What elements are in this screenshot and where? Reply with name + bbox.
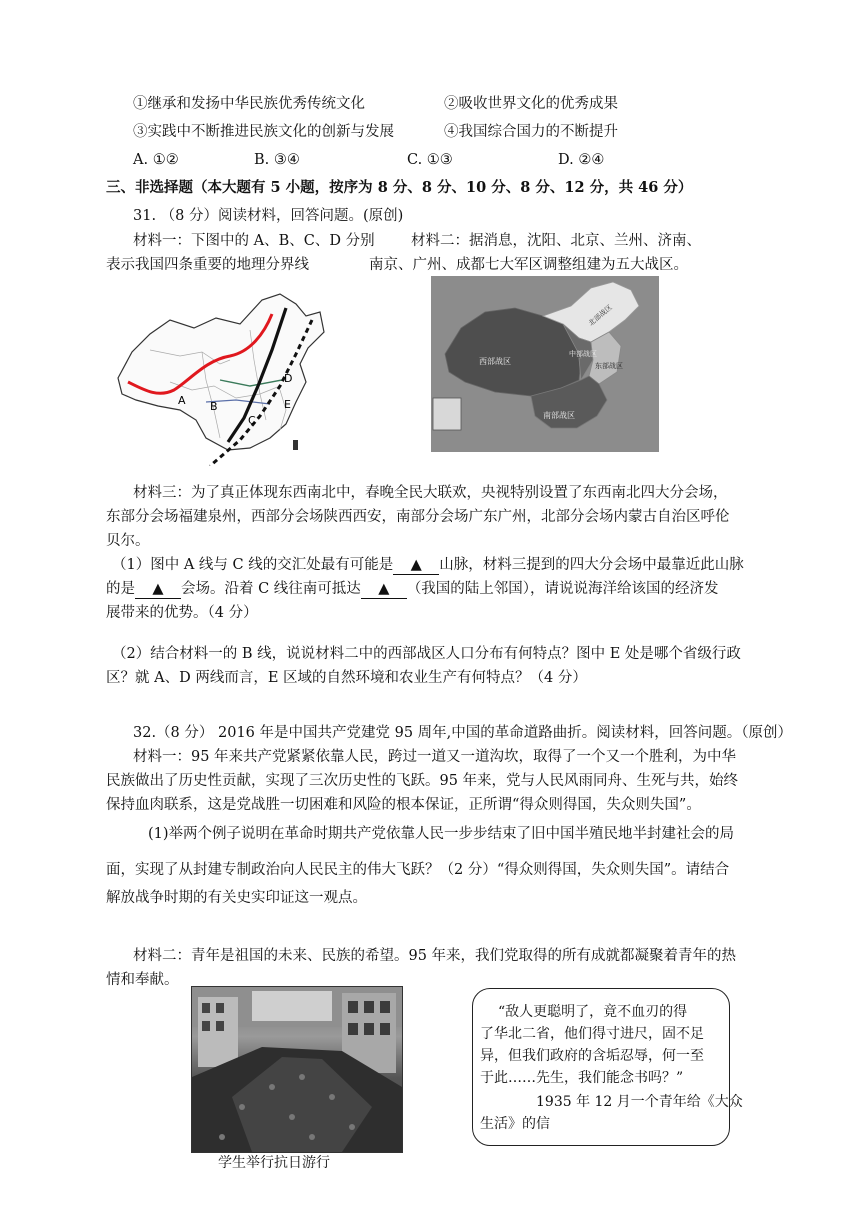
war-zone-map — [431, 276, 659, 452]
zone-label-east: 东部战区 — [595, 362, 623, 370]
map-label-a: A — [178, 394, 186, 407]
map-label-b: B — [210, 400, 218, 413]
letter-line-1: “敌人更聪明了，竟不血刃的得 — [498, 1004, 688, 1020]
q31-sub1-line2 — [106, 579, 719, 599]
q31-material1-line2: 表示我国四条重要的地理分界线 — [106, 257, 309, 273]
choice-a: A. ①② — [133, 152, 179, 168]
q32-sub1-line3: 解放战争时期的有关史实印证这一观点。 — [106, 890, 367, 906]
q32-material2-line2: 情和奉献。 — [106, 972, 179, 988]
zone-label-north: 北部战区 — [587, 303, 614, 328]
q31-material2-line2: 南京、广州、成都七大军区调整组建为五大战区。 — [369, 257, 688, 273]
map-label-e: E — [284, 398, 291, 411]
map-label-c: C — [248, 414, 256, 427]
zone-label-west: 西部战区 — [479, 357, 511, 366]
q32-sub1-line2: 面，实现了从封建专制政治向人民民主的伟大飞跃？（2 分）“得众则得国，失众则失国”。请结合 — [106, 862, 730, 878]
q32-material2-line1: 材料二：青年是祖国的未来、民族的希望。95 年来，我们党取得的所有成就都凝聚着青年的热 — [133, 948, 737, 964]
q31-sub1-text-b: 山脉，材料三提到的四大分会场中最靠近此山脉 — [439, 557, 744, 573]
letter-line-2: 了华北二省，他们得寸进尺，固不足 — [480, 1026, 704, 1042]
choice-b: B. ③④ — [254, 152, 300, 168]
q31-material2-line1: 材料二：据消息，沈阳、北京、兰州、济南、 — [411, 233, 701, 249]
letter-line-5: 1935 年 12 月一个青年给《大众 — [536, 1094, 743, 1110]
choice-d: D. ②④ — [558, 152, 605, 168]
q31-material1-line1: 材料一：下图中的 A、B、C、D 分别 — [133, 233, 375, 249]
q32-material1-line3: 保持血肉联系，这是党战胜一切困难和风险的根本保证，正所谓“得众则得国，失众则失国”。 — [106, 797, 701, 813]
q31-sub2-line2: 区？就 A、D 两线而言，E 区域的自然环境和农业生产有何特点？（4 分） — [106, 670, 587, 686]
q31-sub2-line1: （2）结合材料一的 B 线，说说材料二中的西部战区人口分布有何特点？图中 E 处是哪个省级行政 — [112, 646, 741, 662]
option-item-1: ①继承和发扬中华民族优秀传统文化 — [133, 96, 365, 112]
q31-sub1-line1 — [112, 555, 744, 575]
protest-photo — [191, 986, 403, 1153]
q31-sub1-text-e: （我国的陆上邻国），请说说海洋给该国的经济发 — [406, 581, 719, 597]
option-item-4: ④我国综合国力的不断提升 — [444, 124, 618, 140]
letter-line-4: 于此……先生，我们能念书吗？” — [480, 1070, 684, 1086]
q32-material1-line1: 材料一：95 年来共产党紧紧依靠人民，跨过一道又一道沟坎，取得了一个又一个胜利，为中华 — [133, 749, 737, 765]
option-item-3: ③实践中不断推进民族文化的创新与发展 — [133, 124, 394, 140]
q31-sub1-line3: 展带来的优势。（4 分） — [106, 605, 258, 621]
answer-blank-3[interactable]: ▲ — [361, 580, 407, 599]
letter-line-6: 生活》的信 — [480, 1116, 550, 1132]
q32-title: 32.（8 分） 2016 年是中国共产党建党 95 周年,中国的革命道路曲折。阅读材料，回答问题。（原创） — [133, 725, 793, 741]
letter-line-3: 异，但我们政府的含垢忍辱，何一至 — [480, 1048, 704, 1064]
q31-sub1-text-c: 的是 — [106, 581, 135, 597]
q31-material3-line2: 东部分会场福建泉州，西部分会场陕西西安，南部分会场广东广州，北部分会场内蒙古自治区呼伦 — [106, 509, 730, 525]
zone-label-south: 南部战区 — [543, 411, 575, 420]
answer-blank-2[interactable]: ▲ — [135, 580, 181, 599]
q31-material3-line1: 材料三：为了真正体现东西南北中，春晚全民大联欢，央视特别设置了东西南北四大分会场， — [133, 485, 728, 501]
q31-title: 31. （8 分）阅读材料，回答问题。(原创) — [133, 208, 404, 224]
answer-blank-1[interactable]: ▲ — [393, 556, 439, 575]
china-boundary-map — [110, 290, 332, 466]
zone-label-central: 中部战区 — [569, 350, 597, 358]
q32-material1-line2: 民族做出了历史性贡献，实现了三次历史性的飞跃。95 年来，党与人民风雨同舟、生死与共，始终 — [106, 773, 739, 789]
q31-sub1-text-d: 会场。沿着 C 线往南可抵达 — [181, 581, 361, 597]
q31-material3-line3: 贝尔。 — [106, 533, 150, 549]
photo-caption: 学生举行抗日游行 — [218, 1155, 330, 1171]
option-item-2: ②吸收世界文化的优秀成果 — [444, 96, 618, 112]
section-heading: 三、非选择题（本大题有 5 小题，按序为 8 分、8 分、10 分、8 分、12 分，共 46 分） — [106, 179, 693, 196]
q32-sub1-line1: (1)举两个例子说明在革命时期共产党依靠人民一步步结束了旧中国半殖民地半封建社会的局 — [148, 826, 735, 842]
choice-c: C. ①③ — [407, 152, 453, 168]
q31-sub1-text-a: （1）图中 A 线与 C 线的交汇处最有可能是 — [112, 557, 394, 573]
map-label-d: D — [284, 372, 293, 385]
